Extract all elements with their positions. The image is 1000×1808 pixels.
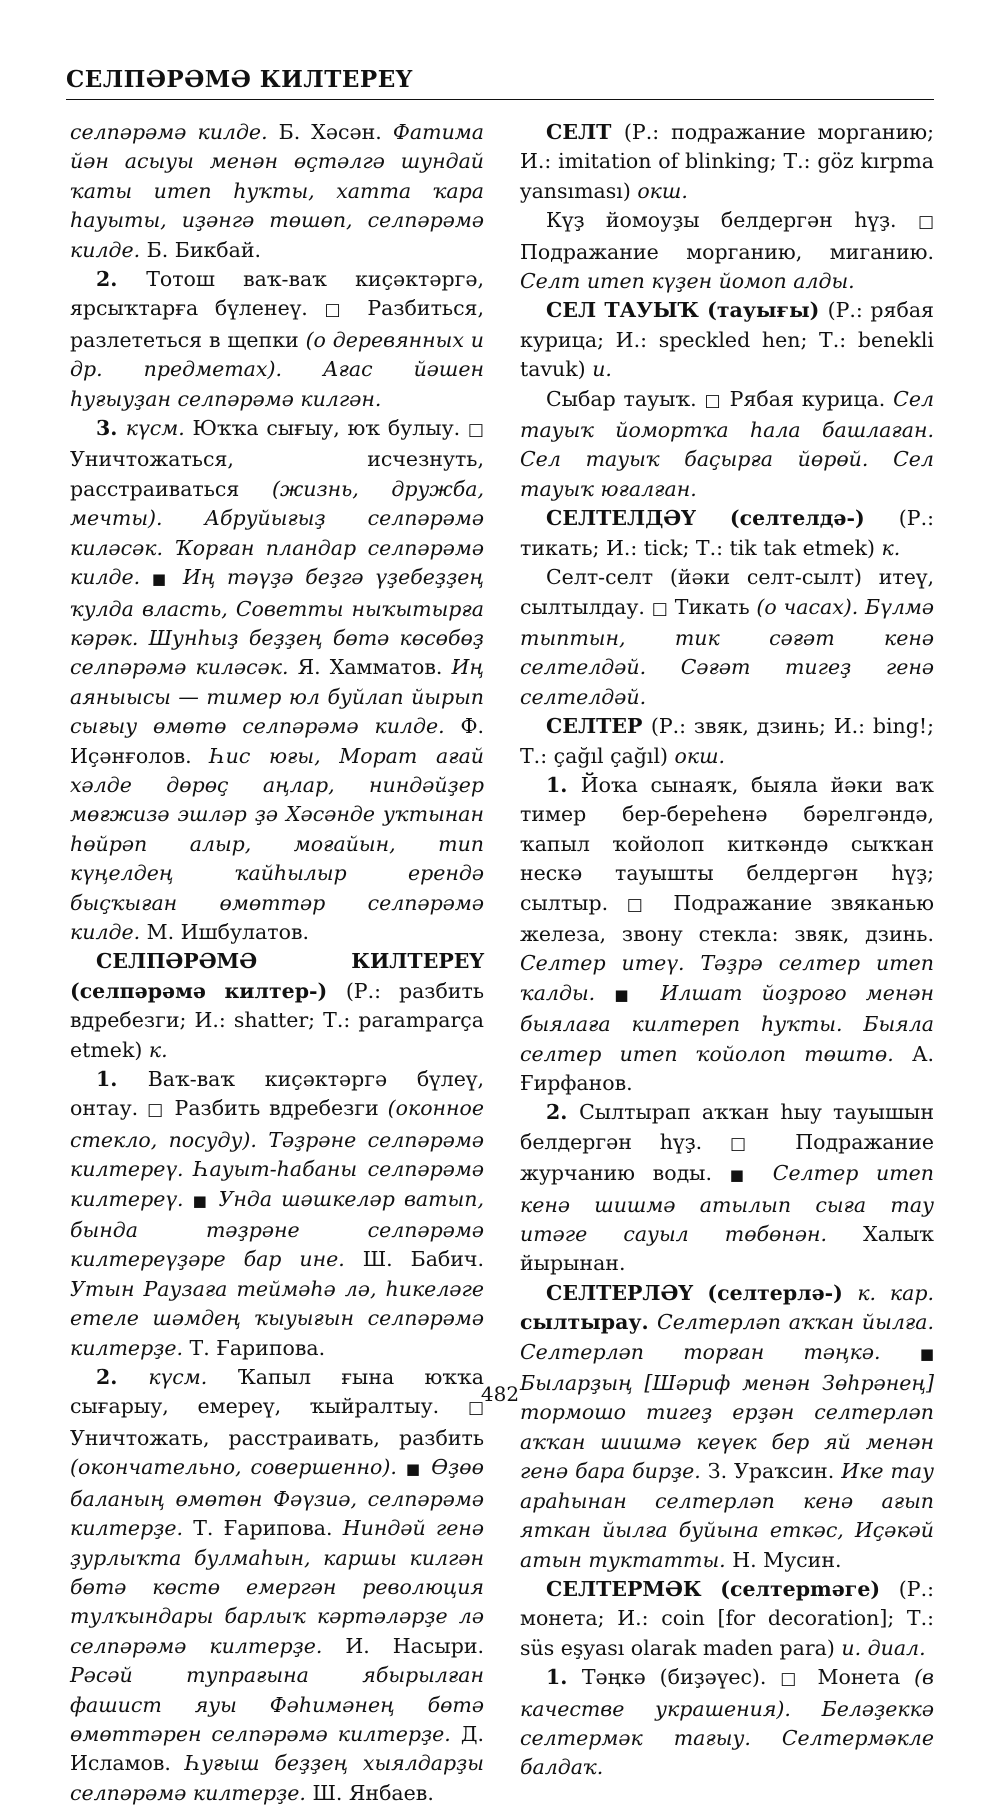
text-run: 2.	[96, 1365, 149, 1390]
text-run: сылтырау.	[520, 1310, 658, 1335]
text-run: 2.	[546, 1100, 580, 1125]
dictionary-paragraph	[520, 1575, 934, 1663]
text-run: Ш. Янбаев.	[312, 1780, 434, 1805]
text-run: Күҙ йомоуҙы белдергән һүҙ.	[546, 208, 918, 233]
text-run: 1.	[546, 1665, 582, 1690]
dictionary-paragraph	[520, 563, 934, 712]
text-run: Ф. Иҫәнғолов.	[70, 714, 484, 768]
text-run: (жизнь, дружба, мечты). Абруйығыҙ селпәрәмә киләсәк. Ҡорған пландар селпәрәмә килде.	[70, 476, 484, 590]
page-number: 482	[480, 1382, 520, 1406]
text-run: СЕЛТЕЛДӘҮ (селтелдә-)	[546, 506, 899, 531]
dictionary-paragraph	[70, 118, 484, 265]
text-run: Я. Хамматов.	[297, 655, 452, 680]
text-run: (Р.: разбить вдребезги; И.: shatter; Т.: paramparça etmek)	[70, 978, 484, 1062]
translation-marker: □	[147, 1100, 166, 1121]
translation-marker: □	[917, 212, 934, 233]
text-run: и. диал.	[841, 1635, 926, 1660]
dictionary-paragraph	[520, 1279, 934, 1575]
text-run: Фатима йән асыуы менән өҫтәлгә шундай ҡаты итеп һуҡты, хатта ҡара һауыты, иҙәнгә төшөп, селпәрәмә килде.	[70, 120, 484, 262]
dictionary-paragraph	[520, 1663, 934, 1783]
text-run: Уничтожаться, исчезнуть, расстраиваться	[70, 447, 484, 501]
translation-marker: □	[467, 420, 484, 441]
dictionary-paragraph	[70, 265, 484, 414]
text-run: Тәңкә (биҙәүес).	[581, 1665, 781, 1690]
text-run: Ҡапыл ғына юҡҡа сығарыу, емереү, ҡыйралтыу.	[70, 1365, 484, 1419]
text-run: Сел тауыҡ йомортҡа һала башлаған. Сел тауыҡ баҫырға йөрөй. Сел тауыҡ юғалған.	[520, 386, 935, 501]
text-run: СЕЛТЕР	[546, 714, 651, 739]
text-run: Селтерләп аҡҡан йылға. Селтерләп торған тәңкә.	[520, 1310, 934, 1364]
citation-marker: ■	[614, 985, 642, 1004]
text-run: (оконное стекло, посуду). Тәҙрәне селпәрәмә килтереү. Һауыт-һабаны селпәрәмә килтереү.	[70, 1096, 485, 1211]
text-run: (Р.: звяк, дзинь; И.: bing!; Т.: çağıl çağıl)	[520, 714, 934, 768]
text-run: Унда шәшкеләр ватып, бында тәҙрәне селпәрәмә килтереүҙәре бар ине.	[70, 1186, 484, 1272]
text-run: Илшат йоҙроғо менән быялаға килтереп һуҡты. Быяла селтер итеп ҡойолоп төштө.	[520, 980, 934, 1066]
text-run: (о часах). Бүлмә тыптын, тик сәғәт кенә селтелдәй. Сәғәт тигеҙ генә селтелдәй.	[520, 594, 934, 709]
text-run: Утын Раузаға теймәһә лә, һикеләге етеле шәмдең ҡыуығын селпәрәмә килтерҙе.	[70, 1276, 484, 1360]
dictionary-paragraph	[70, 1065, 484, 1363]
text-run: окш.	[674, 743, 726, 768]
citation-marker: ■	[405, 1460, 423, 1479]
text-run: Йоҡа сынаяҡ, быяла йәки ваҡ тимер бер-береһенә бәрелгәндә, ҡапыл ҡойолоп киткәндә сыҡҡан нескә тауышты белдергән һүҙ; сылтыр.	[520, 772, 934, 915]
text-run: Сылтырап аҡҡан һыу тауышын белдергән һүҙ.	[520, 1100, 934, 1154]
dictionary-paragraph	[70, 1363, 484, 1808]
text-run: 1.	[546, 772, 581, 797]
citation-marker: ■	[919, 1344, 934, 1363]
text-run: Рәсәй тупрағына ябырылған фашист яуы Фәһимәнең бөтә өмөттәрен селпәрәмә килтерҙе.	[70, 1663, 484, 1746]
text-run: (окончательно, совершенно).	[70, 1455, 406, 1480]
text-run: к.	[148, 1037, 168, 1062]
text-run: Т. Ғарипова.	[189, 1335, 326, 1360]
running-header	[66, 66, 934, 100]
text-run: к.	[881, 535, 901, 560]
text-run: Подражание морганию, миганию.	[520, 239, 934, 264]
dictionary-paragraph	[520, 712, 934, 771]
text-run: Разбить вдребезги	[165, 1096, 388, 1121]
text-run: Т. Ғарипова.	[193, 1516, 343, 1541]
text-run: Һис юғы, Морат ағай хәлде дөрөҫ аңлар, ниндәйҙер мөғжизә эшләр ҙә Хәсәнде уҡтынан һөйрәп алыр, моғайын, тип күңелдең ҡайһылыр ерендә быҫҡыған өмөттәр селпәрәмә килде.	[70, 743, 484, 944]
dictionary-paragraph	[520, 771, 934, 1098]
text-run: СЕЛ ТАУЫҠ (тауығы)	[546, 298, 828, 323]
text-run: Подражание звяканью железа, звону стекла: звяк, дзинь.	[520, 890, 935, 946]
text-run: селпәрәмә килде.	[70, 120, 279, 144]
text-run: Һуғыш беҙҙең хыялдарҙы селпәрәмә килтерҙе.	[70, 1751, 484, 1805]
text-run: Тотош ваҡ-ваҡ киҫәктәргә, ярсыҡтарға бүленеү.	[70, 267, 484, 321]
dictionary-paragraph	[520, 296, 934, 384]
text-run: Быларҙың [Шәриф менән Зөһрәнең] тормошо тигеҙ ерҙән селтерләп аҡҡан шишмә кеүек бер яй менән генә бара бирҙе.	[520, 1371, 934, 1484]
text-run: Ш. Бабич.	[362, 1247, 484, 1272]
text-run: Иң тәүҙә беҙгә үҙебеҙҙең ҡулда власть, Советты ныҡытырға кәрәк. Шунһыҙ беҙҙең бөтә көсөбөҙ селпәрәмә киләсәк.	[70, 565, 484, 680]
text-run: Уничтожать, расстраивать, разбить	[70, 1425, 484, 1450]
text-run: и.	[592, 357, 612, 382]
text-run: И. Насыри.	[345, 1633, 484, 1658]
text-run: 2.	[96, 267, 147, 292]
translation-marker: □	[626, 894, 655, 915]
text-run: Ваҡ-ваҡ киҫәктәргә бүлеү, онтау.	[70, 1067, 484, 1121]
text-run: Тикать	[668, 594, 757, 619]
text-run: Юҡҡа сығыу, юҡ булыу.	[192, 416, 468, 441]
text-run: Д. Исламов.	[70, 1721, 484, 1776]
dictionary-paragraph	[520, 504, 934, 563]
text-run: 1.	[96, 1067, 148, 1091]
citation-marker: ■	[729, 1166, 756, 1185]
text-run: Разбиться, разлететься в щепки	[70, 296, 484, 352]
translation-marker: □	[467, 1398, 484, 1419]
text-run: Н. Мусин.	[732, 1547, 842, 1572]
text-run: Селт итеп күҙен йомоп алды.	[520, 269, 855, 294]
dictionary-paragraph	[520, 206, 934, 296]
text-run: окш.	[637, 178, 688, 203]
text-run: Халыҡ йырынан.	[520, 1222, 934, 1276]
dictionary-paragraph	[520, 118, 934, 206]
text-run: күсм.	[125, 416, 193, 441]
right-column	[520, 118, 934, 1783]
text-run: (Р.: тикать; И.: tick; Т.: tik tak etmek)	[520, 506, 934, 560]
text-run: Өҙөө баланың өмөтөн Фәүзиә, селпәрәмә килтерҙе.	[70, 1455, 484, 1541]
dictionary-paragraph	[70, 414, 484, 947]
translation-marker: □	[780, 1669, 804, 1690]
text-run: 3.	[96, 416, 126, 441]
dictionary-paragraph	[520, 1098, 934, 1278]
text-run: Иң аяныысы — тимер юл буйлап йырып сығыу өмөтө селпәрәмә килде.	[70, 655, 484, 739]
text-run: Монета	[803, 1665, 915, 1690]
dictionary-paragraph	[70, 947, 484, 1065]
text-run: М. Ишбулатов.	[146, 919, 310, 944]
text-run: Селтер итеү. Тәҙрә селтер итеп ҡалды.	[520, 951, 934, 1005]
translation-marker: □	[651, 598, 669, 619]
text-run: Б. Хәсән.	[278, 120, 393, 144]
text-run: Ниндәй генә ҙурлыҡта булмаһын, каршы килгән бөтә көстө емергән революция тулҡындары барлыҡ кәртәләрҙе лә селпәрәмә килтерҙе.	[70, 1516, 485, 1658]
running-header-title: СЕЛПӘРӘМӘ КИЛТЕРЕҮ	[66, 66, 413, 93]
text-run: Рябая курица.	[721, 386, 894, 411]
text-run: СЕЛТ	[546, 120, 624, 144]
translation-marker: □	[324, 300, 351, 321]
text-run: СЕЛПӘРӘМӘ КИЛТЕРЕҮ (селпәрәмә килтер-)	[70, 949, 484, 1003]
text-run: (Р.: монета; И.: coin [for decoration]; Т.: süs eşyası olarak maden para)	[520, 1576, 934, 1660]
text-run: Селтер итеп кенә шишмә атылып сыға тау итәге сауыл төбөнән.	[520, 1161, 934, 1247]
translation-marker: □	[729, 1133, 768, 1154]
text-run: (о деревянных и др. предметах). Ағас йәшен һуғыуҙан селпәрәмә килгән.	[70, 327, 484, 411]
translation-marker: □	[704, 390, 722, 411]
text-run: Селт-селт (йәки селт-сылт) итеү, сылтылдау.	[520, 565, 934, 619]
citation-marker: ■	[192, 1191, 210, 1210]
left-column	[70, 118, 484, 1808]
text-run: Б. Бикбай.	[146, 237, 262, 262]
text-run: А. Ғирфанов.	[520, 1041, 934, 1095]
text-run: (в качестве украшения). Беләҙеккә селтермәк тағыу. Селтермәкле балдаҡ.	[520, 1665, 934, 1780]
text-run: (Р.: подражание морганию; И.: imitation of blinking; Т.: göz kırpma yansıması)	[520, 120, 934, 203]
text-run: СЕЛТЕРМӘК (селтерməге)	[546, 1576, 899, 1601]
text-run: СЕЛТЕРЛӘҮ (селтерлә-)	[546, 1280, 858, 1305]
text-run: к. кар.	[857, 1280, 934, 1305]
text-run: З. Ураҡсин.	[707, 1459, 842, 1484]
text-run: (Р.: рябая курица; И.: speckled hen; Т.: benekli tavuk)	[520, 298, 934, 382]
text-run: Ике тау араһынан селтерләп кенә ағып яткан йылға буйына еткәс, Иҫәкәй атын туктатты.	[520, 1459, 934, 1572]
text-run: Сыбар тауыҡ.	[546, 386, 705, 411]
citation-marker: ■	[151, 570, 172, 589]
text-run: Подражание журчанию воды.	[520, 1129, 934, 1186]
text-run: күсм.	[148, 1365, 238, 1390]
dictionary-paragraph	[520, 385, 934, 505]
